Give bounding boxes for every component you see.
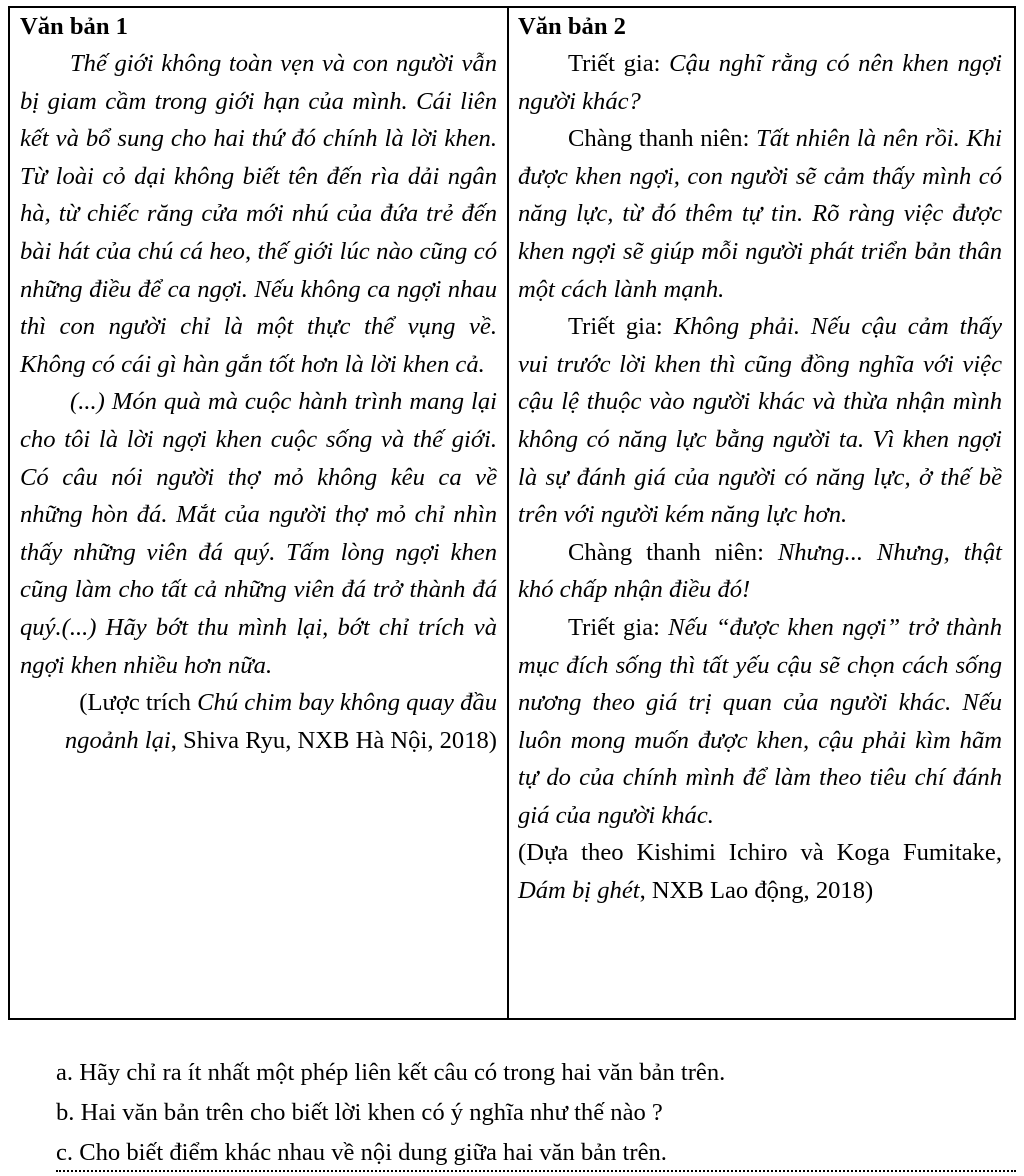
dialogue-speech: Không phải. Nếu cậu cảm thấy vui trước lời khen thì cũng đồng nghĩa với việc cậu lệ thuộc vào người khác và thừa nhận mình không có năng lực bằng người ta. Vì khen ngợi là sự đánh giá của người có năng lực, ở thế bề trên với người kém năng lực hơn. [518, 313, 1002, 529]
dialogue-speaker: Triết gia: [568, 313, 674, 341]
text2-heading: Văn bản 2 [518, 13, 626, 40]
text2-source-prefix: (Dựa theo Kishimi Ichiro và Koga Fumitake, [518, 839, 1002, 867]
text1-source [20, 684, 497, 759]
dialogue-line [518, 308, 1002, 534]
question-a: a. Hãy chỉ ra ít nhất một phép liên kết câu có trong hai văn bản trên. [56, 1059, 726, 1086]
text1-paragraph-1: Thế giới không toàn vẹn và con người vẫn bị giam cầm trong giới hạn của mình. Cái liên kết và bổ sung cho hai thứ đó chính là lời khen. Từ loài cỏ dại không biết tên đến rìa dải ngân hà, từ chiếc răng cửa mới nhú của đứa trẻ đến bài hát của chú cá heo, thế giới lúc nào cũng có những điều để ca ngợi. Nếu không ca ngợi nhau thì con người chỉ là một thực thể vụng về. Không có cái gì hàn gắn tốt hơn là lời khen cả. [20, 50, 497, 378]
dialogue-line [518, 120, 1002, 308]
text2-source-title: Dám bị ghét [518, 877, 640, 905]
dialogue-speech: Cậu nghĩ rằng có nên khen ngợi người khác? [518, 50, 1002, 115]
dialogue-line [518, 534, 1002, 609]
text1-heading: Văn bản 1 [20, 13, 128, 40]
question-list [56, 1053, 1016, 1173]
reading-texts-table [8, 6, 1016, 1020]
text1-cell [9, 7, 508, 1019]
text1-source-suffix: , Shiva Ryu, NXB Hà Nội, 2018) [170, 726, 497, 754]
dialogue-speech: Nhưng... Nhưng, thật khó chấp nhận điều đó! [518, 538, 1002, 604]
dialogue-line [518, 45, 1002, 120]
text2-source-suffix: , NXB Lao động, 2018) [639, 877, 874, 905]
dialogue-speaker: Chàng thanh niên: [568, 538, 778, 566]
text1-source-prefix: (Lược trích [79, 689, 198, 717]
dialogue-line [518, 609, 1002, 835]
cropped-text-fragment [56, 1170, 1016, 1175]
question-b: b. Hai văn bản trên cho biết lời khen có ý nghĩa như thế nào ? [56, 1099, 663, 1126]
question-c: c. Cho biết điểm khác nhau về nội dung giữa hai văn bản trên. [56, 1139, 667, 1166]
text1-paragraph-2: (...) Món quà mà cuộc hành trình mang lại cho tôi là lời ngợi khen cuộc sống và thế giới. Có câu nói người thợ mỏ không kêu ca về những hòn đá. Mắt của người thợ mỏ chỉ nhìn thấy những viên đá quý. Tấm lòng ngợi khen cũng làm cho tất cả những viên đá trở thành đá quý.(...) Hãy bớt thu mình lại, bớt chỉ trích và ngợi khen nhiều hơn nữa. [20, 388, 497, 679]
dialogue-speaker: Chàng thanh niên: [568, 125, 757, 153]
dialogue-speaker: Triết gia: [568, 50, 670, 77]
dialogue-speaker: Triết gia: [568, 613, 669, 641]
dialogue-speech: Nếu “được khen ngợi” trở thành mục đích sống thì tất yếu cậu sẽ chọn cách sống nương theo giá trị quan của người khác. Nếu luôn mong muốn được khen, cậu phải kìm hãm tự do của chính mình để làm theo tiêu chí đánh giá của người khác. [518, 613, 1002, 829]
text1-source-title: Chú chim bay không quay đầu ngoảnh lại [64, 689, 497, 754]
cropped-next-line [56, 1166, 1016, 1176]
text2-cell [508, 7, 1015, 1019]
dialogue-speech: Tất nhiên là nên rồi. Khi được khen ngợi, con người sẽ cảm thấy mình có năng lực, từ đó thêm tự tin. Rõ ràng việc được khen ngợi sẽ giúp mỗi người phát triển bản thân một cách lành mạnh. [518, 125, 1002, 303]
text2-source [518, 834, 1002, 909]
